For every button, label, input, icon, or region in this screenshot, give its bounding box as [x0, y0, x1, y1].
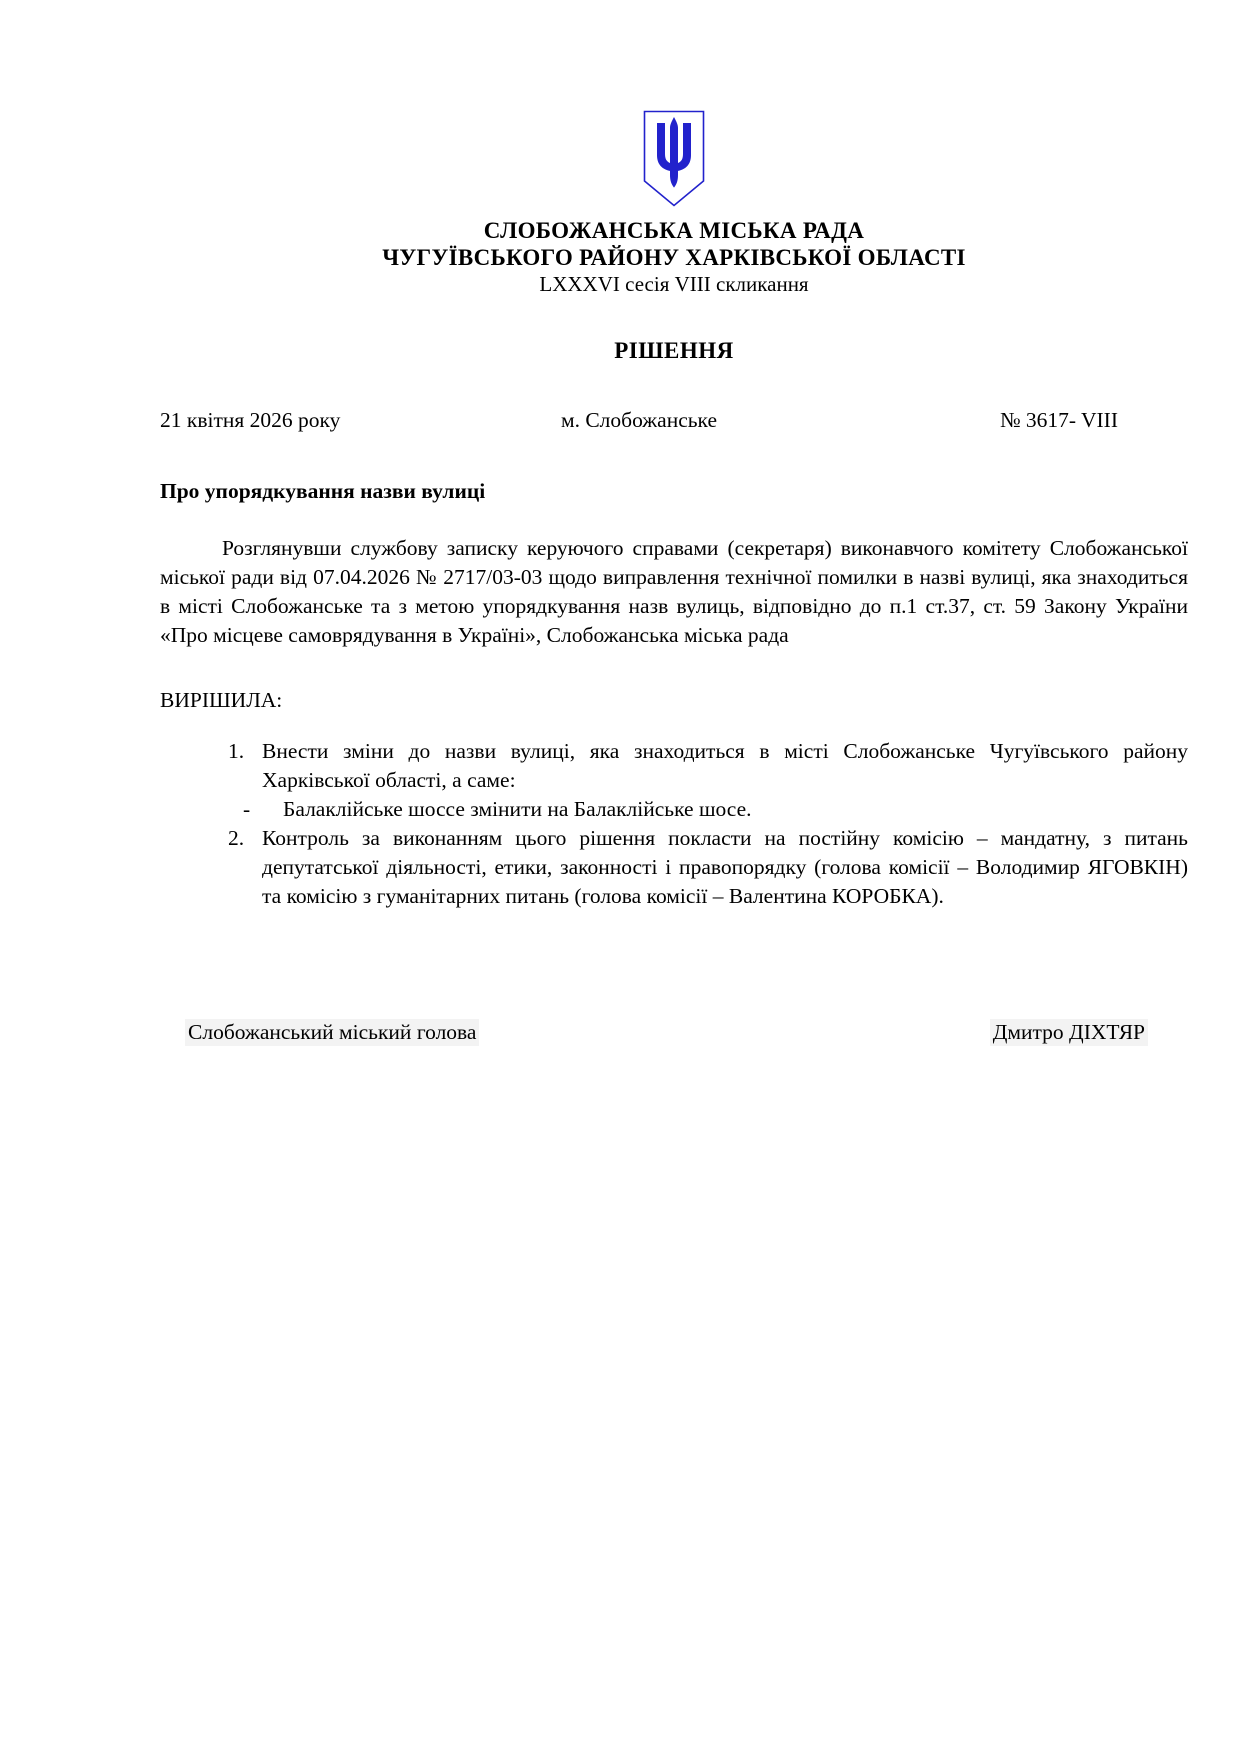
list-item-1-number: 1. [228, 739, 245, 763]
coat-of-arms [642, 110, 706, 207]
list-item-1-subitem [160, 795, 1188, 824]
subitem-text: Балаклійське шоссе змінити на Балаклійське шосе. [283, 797, 752, 821]
tryzub-emblem-icon [642, 110, 706, 207]
meta-row [160, 408, 1188, 433]
decision-date: 21 квітня 2026 року [160, 408, 341, 432]
signature-row [160, 1019, 1188, 1046]
session-line: LXXXVI сесія VIII скликання [539, 272, 809, 296]
signatory-title: Слобожанський міський голова [185, 1019, 479, 1046]
list-item-1 [160, 737, 1188, 795]
resolved-label: ВИРІШИЛА: [160, 688, 283, 712]
list-item-2 [160, 824, 1188, 911]
list-item-1-text: Внести зміни до назви вулиці, яка знаходиться в місті Слобожанське Чугуївського району Харківської області, а саме: [262, 739, 1188, 792]
decision-place: м. Слобожанське [560, 408, 718, 432]
document-type-title: РІШЕННЯ [614, 338, 734, 363]
preamble-paragraph: Розглянувши службову записку керуючого справами (секретаря) виконавчого комітету Слобожанської міської ради від 07.04.2026 № 2717/03-03 щодо виправлення технічної помилки в назві вулиці, яка знаходиться в місті Слобожанське та з метою упорядкування назв вулиць, відповідно до п.1 ст.37, ст. 59 Закону України «Про місцеве самоврядування в Україні», Слобожанська міська рада [160, 536, 1188, 647]
list-item-2-text: Контроль за виконанням цього рішення покласти на постійну комісію – мандатну, з питань депутатської діяльності, етики, законності і правопорядку (голова комісії – Володимир ЯГОВКІН) та комісію з гуманітарних питань (голова комісії – Валентина КОРОБКА). [262, 826, 1188, 908]
org-name-line1: СЛОБОЖАНСЬКА МІСЬКА РАДА [483, 218, 865, 243]
signatory-name: Дмитро ДІХТЯР [990, 1019, 1148, 1046]
list-item-2-number: 2. [228, 826, 245, 850]
decision-items-list [160, 737, 1188, 911]
subject-line: Про упорядкування назви вулиці [160, 479, 486, 503]
decision-number: № 3617- VIII [999, 408, 1118, 432]
subitem-dash-marker: - [243, 797, 251, 821]
org-name-line2: ЧУГУЇВСЬКОГО РАЙОНУ ХАРКІВСЬКОЇ ОБЛАСТІ [382, 245, 966, 270]
document-content [0, 110, 1240, 1046]
